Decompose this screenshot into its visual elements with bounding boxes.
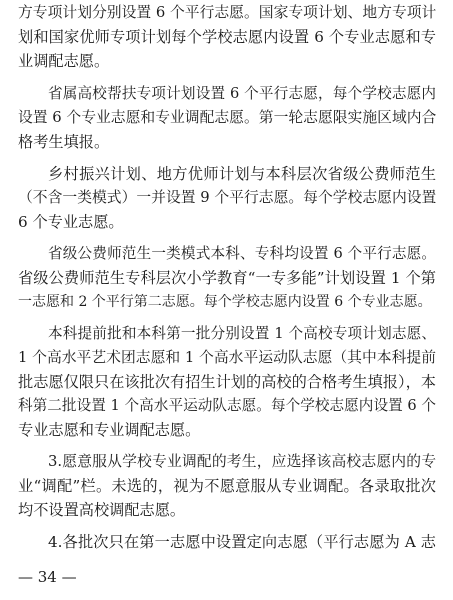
text-line: 业调配志愿。: [18, 52, 110, 70]
text-line: 方专项计划分别设置 6 个平行志愿。国家专项计划、地方专项计: [18, 4, 437, 21]
text-line: 一志愿和 2 个平行第二志愿。每个学校志愿内设置 6 个专业志愿。: [18, 294, 432, 310]
text-line: 省级公费师范生一类模式本科、专科均设置 6 个平行志愿。: [48, 245, 436, 262]
text-line: 专业志愿和专业调配志愿。: [18, 421, 201, 439]
text-line: 4.各批次只在第一志愿中设置定向志愿（平行志愿为 A 志: [48, 533, 436, 551]
text-line: 乡村振兴计划、地方优师计划与本科层次省级公费师范生: [48, 165, 436, 183]
text-line: 省属高校帮扶专项计划设置 6 个平行志愿，每个学校志愿内: [48, 85, 436, 102]
text-line: 均不设置高校调配志愿。: [18, 501, 186, 519]
text-line: 格考生填报。: [18, 133, 110, 151]
text-line: 本科提前批和本科第一批分别设置 1 个高校专项计划志愿、: [48, 325, 436, 342]
text-line: 省级公费师范生专科层次小学教育“一专多能”计划设置 1 个第: [18, 269, 436, 287]
text-line: 6 个专业志愿。: [18, 213, 124, 231]
text-line: 1 个高水平艺术团志愿和 1 个高水平运动队志愿（其中本科提前: [18, 349, 436, 366]
text-line: 设置 6 个专业志愿和专业调配志愿。第一轮志愿限实施区域内合: [18, 109, 437, 126]
text-line: 业“调配”栏。未选的，视为不愿意服从专业调配。各录取批次: [18, 477, 436, 495]
text-line: 批志愿仅限只在该批次有招生计划的高校的合格考生填报），本: [18, 373, 436, 391]
text-line: 科第二批设置 1 个高水平运动队志愿。每个学校志愿内设置 6 个: [18, 397, 436, 414]
page-number: — 34 —: [18, 568, 77, 586]
text-line: （不含一类模式）一并设置 9 个平行志愿。每个学校志愿内设置: [18, 189, 437, 206]
text-line: 3.愿意服从学校专业调配的考生，应选择该高校志愿内的专: [48, 453, 436, 470]
text-line: 划和国家优师专项计划每个学校志愿内设置 6 个专业志愿和专: [18, 28, 436, 46]
